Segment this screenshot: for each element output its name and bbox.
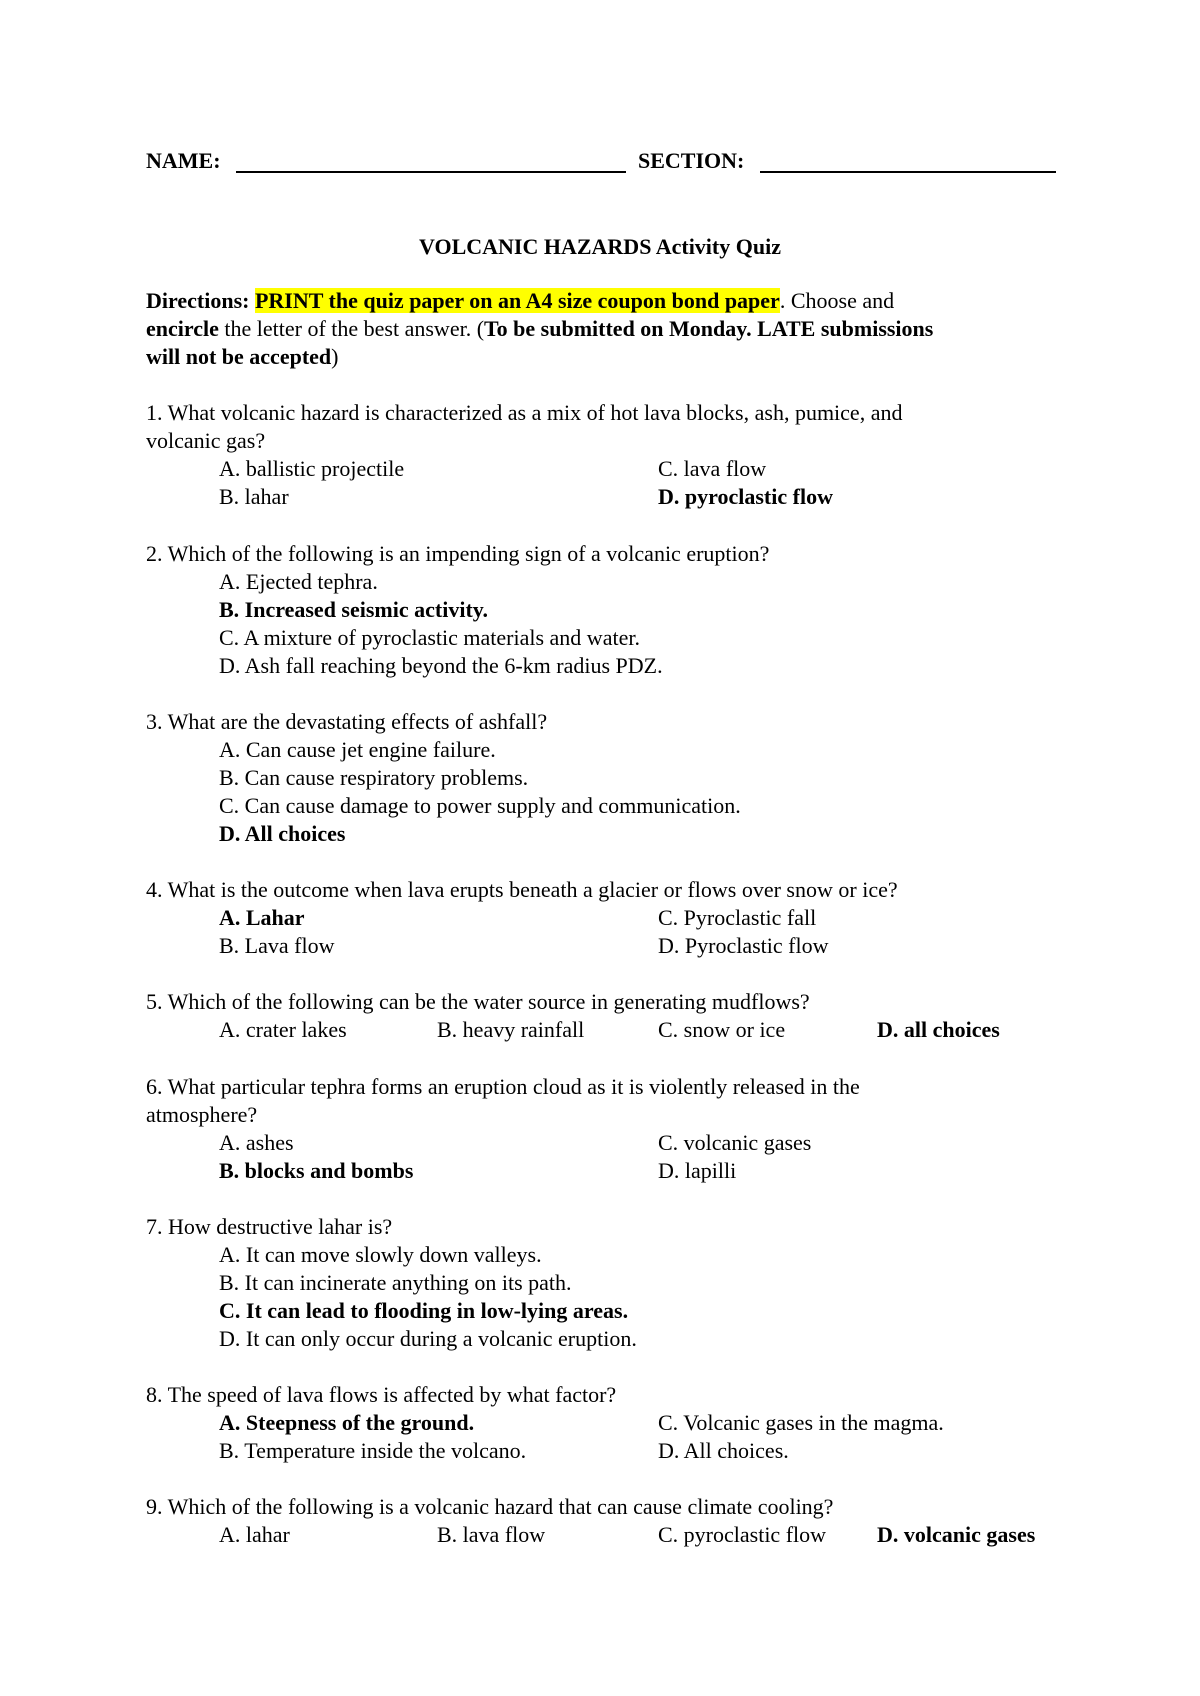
question-7-stem: 7. How destructive lahar is? bbox=[146, 1214, 393, 1239]
question-8-choice-c[interactable]: C. Volcanic gases in the magma. bbox=[658, 1410, 944, 1435]
question-2-choice-b[interactable]: B. Increased seismic activity. bbox=[219, 597, 489, 622]
question-6-choice-b[interactable]: B. blocks and bombs bbox=[219, 1158, 414, 1183]
question-6-choice-a[interactable]: A. ashes bbox=[219, 1130, 294, 1155]
directions-line-1 bbox=[146, 287, 894, 315]
question-3-choice-b[interactable]: B. Can cause respiratory problems. bbox=[219, 765, 529, 790]
directions-label: Directions: bbox=[146, 288, 250, 313]
directions-late-note: will not be accepted bbox=[146, 344, 332, 369]
question-1-stem: 1. What volcanic hazard is characterized as a mix of hot lava blocks, ash, pumice, and bbox=[146, 400, 903, 425]
question-6-choice-c[interactable]: C. volcanic gases bbox=[658, 1130, 812, 1155]
question-8-choice-a[interactable]: A. Steepness of the ground. bbox=[219, 1410, 475, 1435]
question-8-stem: 8. The speed of lava flows is affected by what factor? bbox=[146, 1382, 617, 1407]
question-2-stem: 2. Which of the following is an impending sign of a volcanic eruption? bbox=[146, 541, 770, 566]
directions-encircle: encircle bbox=[146, 316, 219, 341]
question-4-choice-a[interactable]: A. Lahar bbox=[219, 905, 305, 930]
question-8-choice-b[interactable]: B. Temperature inside the volcano. bbox=[219, 1438, 527, 1463]
question-9-choice-b[interactable]: B. lava flow bbox=[437, 1522, 546, 1547]
question-7-choice-a[interactable]: A. It can move slowly down valleys. bbox=[219, 1242, 542, 1267]
question-4-choice-b[interactable]: B. Lava flow bbox=[219, 933, 335, 958]
question-9-stem: 9. Which of the following is a volcanic hazard that can cause climate cooling? bbox=[146, 1494, 834, 1519]
question-2-choice-c[interactable]: C. A mixture of pyroclastic materials and water. bbox=[219, 625, 640, 650]
question-9-choice-d[interactable]: D. volcanic gases bbox=[877, 1522, 1036, 1547]
question-9-choice-a[interactable]: A. lahar bbox=[219, 1522, 290, 1547]
directions-highlight: PRINT the quiz paper on an A4 size coupon bond paper bbox=[254, 288, 780, 313]
question-1-choice-b[interactable]: B. lahar bbox=[219, 484, 289, 509]
question-8-choice-d[interactable]: D. All choices. bbox=[658, 1438, 789, 1463]
question-6-stem: 6. What particular tephra forms an eruption cloud as it is violently released in the bbox=[146, 1074, 860, 1099]
question-3-stem: 3. What are the devastating effects of ashfall? bbox=[146, 709, 548, 734]
question-9-choice-c[interactable]: C. pyroclastic flow bbox=[658, 1522, 827, 1547]
directions-text-4: ) bbox=[331, 344, 339, 369]
question-6-choice-d[interactable]: D. lapilli bbox=[658, 1158, 737, 1183]
question-1-choice-d[interactable]: D. pyroclastic flow bbox=[658, 484, 833, 509]
name-label: NAME: bbox=[146, 148, 221, 173]
question-2-choice-a[interactable]: A. Ejected tephra. bbox=[219, 569, 378, 594]
question-2-choice-d[interactable]: D. Ash fall reaching beyond the 6-km radius PDZ. bbox=[219, 653, 663, 678]
question-1-choice-a[interactable]: A. ballistic projectile bbox=[219, 456, 405, 481]
question-4-choice-d[interactable]: D. Pyroclastic flow bbox=[658, 933, 829, 958]
question-4-choice-c[interactable]: C. Pyroclastic fall bbox=[658, 905, 817, 930]
question-3-choice-d[interactable]: D. All choices bbox=[219, 821, 346, 846]
page-title: VOLCANIC HAZARDS Activity Quiz bbox=[419, 234, 781, 259]
directions-text-1: . Choose and bbox=[779, 288, 895, 313]
question-1-choice-c[interactable]: C. lava flow bbox=[658, 456, 767, 481]
directions-deadline: To be submitted on Monday. LATE submissions bbox=[484, 316, 934, 341]
question-7-choice-c[interactable]: C. It can lead to flooding in low-lying areas. bbox=[219, 1298, 629, 1323]
question-5-choice-c[interactable]: C. snow or ice bbox=[658, 1017, 786, 1042]
name-field-line[interactable] bbox=[236, 171, 626, 173]
question-3-choice-a[interactable]: A. Can cause jet engine failure. bbox=[219, 737, 496, 762]
section-field-line[interactable] bbox=[760, 171, 1056, 173]
question-1-stem-cont: volcanic gas? bbox=[146, 428, 266, 453]
directions-text-2: the letter of the best answer. ( bbox=[218, 316, 485, 341]
question-7-choice-d[interactable]: D. It can only occur during a volcanic eruption. bbox=[219, 1326, 637, 1351]
question-7-choice-b[interactable]: B. It can incinerate anything on its path. bbox=[219, 1270, 572, 1295]
question-5-choice-d[interactable]: D. all choices bbox=[877, 1017, 1000, 1042]
question-6-stem-cont: atmosphere? bbox=[146, 1102, 258, 1127]
directions-line-2 bbox=[146, 315, 933, 343]
question-3-choice-c[interactable]: C. Can cause damage to power supply and communication. bbox=[219, 793, 741, 818]
question-5-stem: 5. Which of the following can be the water source in generating mudflows? bbox=[146, 989, 810, 1014]
section-label: SECTION: bbox=[638, 148, 745, 173]
question-5-choice-a[interactable]: A. crater lakes bbox=[219, 1017, 347, 1042]
directions-line-3 bbox=[146, 343, 338, 371]
question-4-stem: 4. What is the outcome when lava erupts beneath a glacier or flows over snow or ice? bbox=[146, 877, 898, 902]
question-5-choice-b[interactable]: B. heavy rainfall bbox=[437, 1017, 585, 1042]
